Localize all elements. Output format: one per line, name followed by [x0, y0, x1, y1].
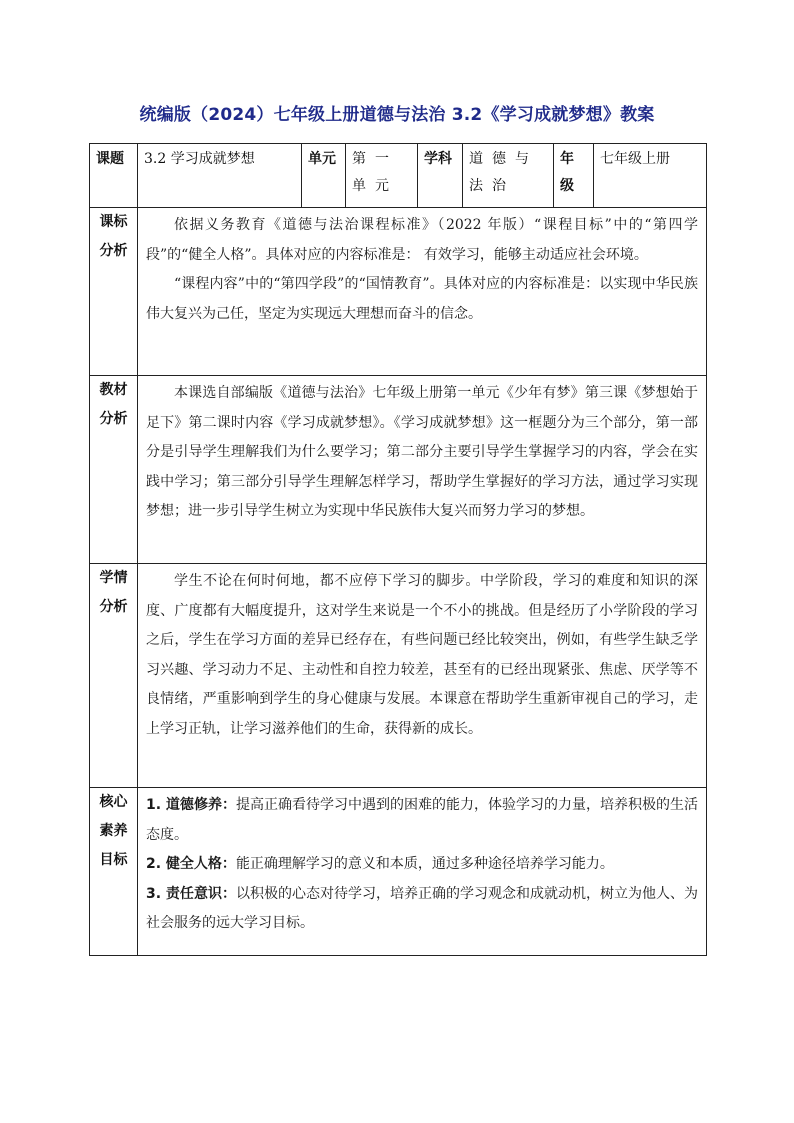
competency-label-cell	[90, 788, 138, 956]
learners-content-cell	[138, 564, 707, 788]
unit-value-cell	[346, 144, 418, 208]
goal-text: 以积极的心态对待学习，培养正确的学习观念和成就动机，树立为他人、为社会服务的远大学习目标。	[146, 885, 699, 931]
goal-item	[146, 850, 698, 880]
subject-label-cell	[418, 144, 463, 208]
topic-value: 3.2 学习成就梦想	[144, 151, 255, 167]
lesson-plan-table	[89, 143, 707, 956]
curriculum-content-cell	[138, 208, 707, 376]
unit-label-cell	[302, 144, 346, 208]
textbook-label-line2: 分析	[99, 411, 128, 427]
goal-term: 3. 责任意识：	[146, 885, 236, 902]
unit-value: 第一单元	[352, 151, 398, 194]
goal-item	[146, 791, 698, 850]
subject-label: 学科	[424, 151, 452, 167]
competency-content-cell	[138, 788, 707, 956]
learners-row	[90, 564, 707, 788]
topic-value-cell	[138, 144, 302, 208]
competency-row	[90, 788, 707, 956]
textbook-content-cell	[138, 376, 707, 564]
textbook-paragraph-1: 本课选自部编版《道德与法治》七年级上册第一单元《少年有梦》第三课《梦想始于足下》第二课时内容《学习成就梦想》。《学习成就梦想》这一框题分为三个部分，第一部分是引导学生理解我们为什么要学习；第二部分主要引导学生掌握学习的内容，学会在实践中学习；第三部分引导学生理解怎样学习，帮助学生掌握好的学习方法，通过学习实现梦想；进一步引导学生树立为实现中华民族伟大复兴而努力学习的梦想。	[146, 385, 698, 519]
grade-label-cell	[554, 144, 594, 208]
goal-text: 能正确理解学习的意义和本质，通过多种途径培养学习能力。	[235, 856, 614, 872]
competency-label-line1: 核心	[99, 794, 128, 810]
competency-label-line3: 目标	[99, 852, 128, 868]
document-title: 统编版（2024）七年级上册道德与法治 3.2《学习成就梦想》教案	[139, 105, 655, 125]
goal-text: 提高正确看待学习中遇到的困难的能力，体验学习的力量，培养积极的生活态度。	[146, 797, 699, 843]
curriculum-label-line2: 分析	[99, 243, 128, 259]
curriculum-paragraph-1: 依据义务教育《道德与法治课程标准》（2022 年版）“课程目标”中的“第四学段”的“健全人格”。具体对应的内容标准是： 有效学习，能够主动适应社会环境。	[146, 217, 698, 263]
learners-label-cell	[90, 564, 138, 788]
learners-paragraph-1: 学生不论在何时何地，都不应停下学习的脚步。中学阶段，学习的难度和知识的深度、广度都有大幅度提升，这对学生来说是一个不小的挑战。但是经历了小学阶段的学习之后，学生在学习方面的差异已经存在，有些问题已经比较突出，例如，有些学生缺乏学习兴趣、学习动力不足、主动性和自控力较差，甚至有的已经出现紧张、焦虑、厌学等不良情绪，严重影响到学生的身心健康与发展。本课意在帮助学生重新审视自己的学习，走上学习正轨，让学习滋养他们的生命，获得新的成长。	[146, 573, 698, 737]
subject-value-cell	[463, 144, 554, 208]
goal-term: 1. 道德修养：	[146, 797, 236, 813]
grade-label: 年级	[560, 151, 574, 194]
learners-label-line2: 分析	[99, 599, 128, 615]
topic-label: 课题	[96, 151, 124, 167]
curriculum-row	[90, 208, 707, 376]
curriculum-label-cell	[90, 208, 138, 376]
curriculum-label-line1: 课标	[99, 214, 128, 230]
goal-term: 2. 健全人格：	[146, 856, 236, 872]
grade-value: 七年级上册	[600, 151, 670, 167]
textbook-label-cell	[90, 376, 138, 564]
curriculum-paragraph-2: “课程内容”中的“第四学段”的“国情教育”。具体对应的内容标准是：以实现中华民族伟大复兴为己任，坚定为实现远大理想而奋斗的信念。	[146, 276, 698, 322]
competency-label-line2: 素养	[99, 823, 128, 839]
header-row	[90, 144, 707, 208]
textbook-row	[90, 376, 707, 564]
textbook-label-line1: 教材	[99, 382, 128, 398]
subject-value: 道德与法治	[469, 151, 538, 194]
grade-value-cell	[594, 144, 707, 208]
unit-label: 单元	[308, 151, 336, 167]
learners-label-line1: 学情	[99, 570, 128, 586]
goal-item	[146, 880, 698, 939]
topic-label-cell	[90, 144, 138, 208]
